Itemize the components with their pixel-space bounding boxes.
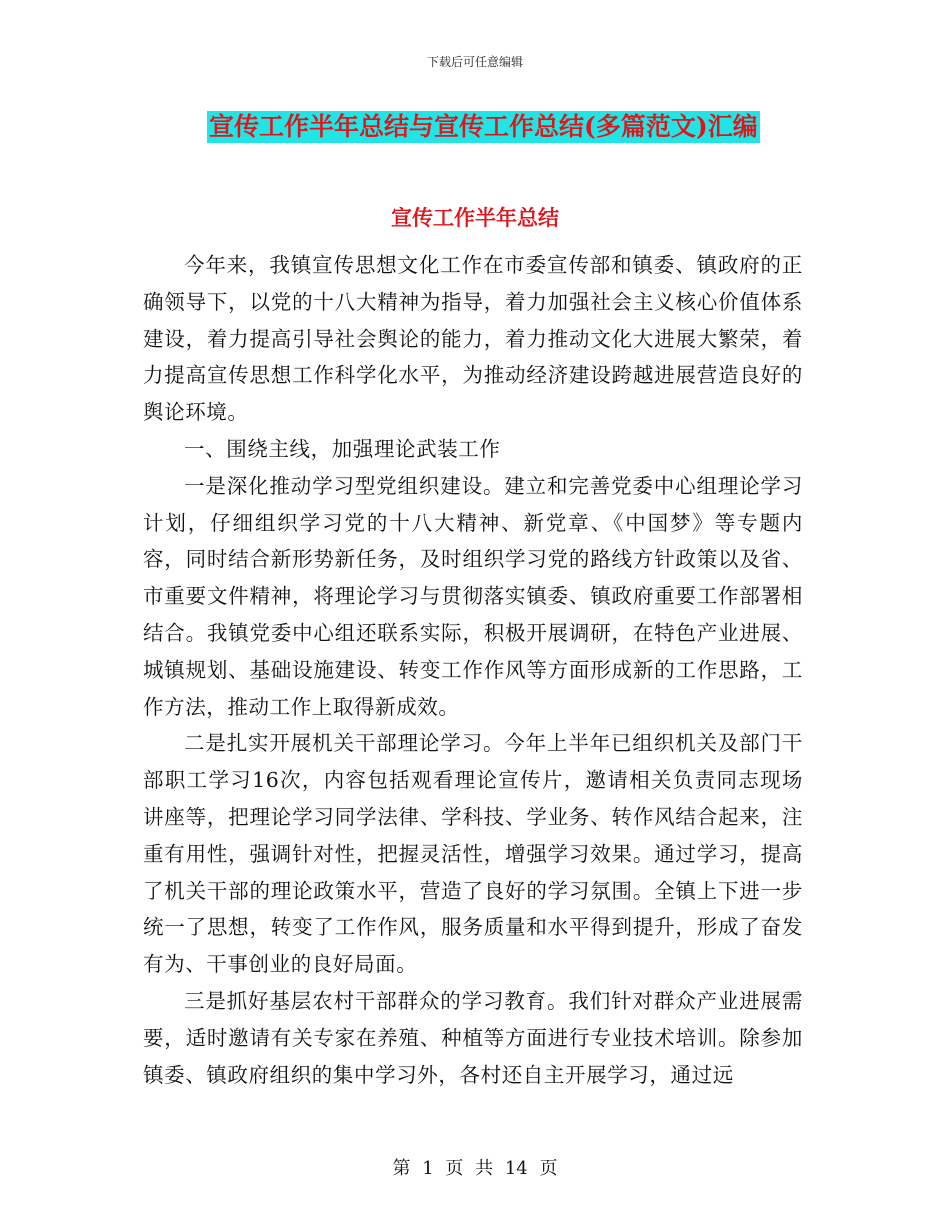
paragraph-item-2: 二是扎实开展机关干部理论学习。今年上半年已组织机关及部门干部职工学习16次，内容包括观看理论宣传片，邀请相关负责同志现场讲座等，把理论学习同学法律、学科技、学业务、转作风结合起来，注重有用性，强调针对性，把握灵活性，增强学习效果。通过学习，提高了机关干部的理论政策水平，营造了良好的学习氛围。全镇上下进一步统一了思想，转变了工作作风，服务质量和水平得到提升，形成了奋发有为、干事创业的良好局面。 [143,731,803,977]
paragraph-item-3: 三是抓好基层农村干部群众的学习教育。我们针对群众产业进展需要，适时邀请有关专家在养殖、种植等方面进行专业技术培训。除参加镇委、镇政府组织的集中学习外，各村还自主开展学习，通过远 [143,988,803,1087]
page-number-footer: 第 1 页 共 14 页 [392,1158,558,1179]
page-header-note: 下载后可任意编辑 [426,55,523,69]
paragraph-intro: 今年来，我镇宣传思想文化工作在市委宣传部和镇委、镇政府的正确领导下，以党的十八大精神为指导，着力加强社会主义核心价值体系建设，着力提高引导社会舆论的能力，着力推动文化大进展大繁荣，着力提高宣传思想工作科学化水平，为推动经济建设跨越进展营造良好的舆论环境。 [143,253,803,425]
section-title: 宣传工作半年总结 [391,205,559,230]
paragraph-heading-1: 一、围绕主线，加强理论武装工作 [184,436,501,461]
document-body [143,247,803,1093]
document-main-title: 宣传工作半年总结与宣传工作总结(多篇范文)汇编 [209,112,758,141]
paragraph-item-1: 一是深化推动学习型党组织建设。建立和完善党委中心组理论学习计划，仔细组织学习党的十八大精神、新党章、《中国梦》等专题内容，同时结合新形势新任务，及时组织学习党的路线方针政策以及省、市重要文件精神，将理论学习与贯彻落实镇委、镇政府重要工作部署相结合。我镇党委中心组还联系实际，积极开展调研，在特色产业进展、城镇规划、基础设施建设、转变工作作风等方面形成新的工作思路，工作方法，推动工作上取得新成效。 [143,473,803,719]
